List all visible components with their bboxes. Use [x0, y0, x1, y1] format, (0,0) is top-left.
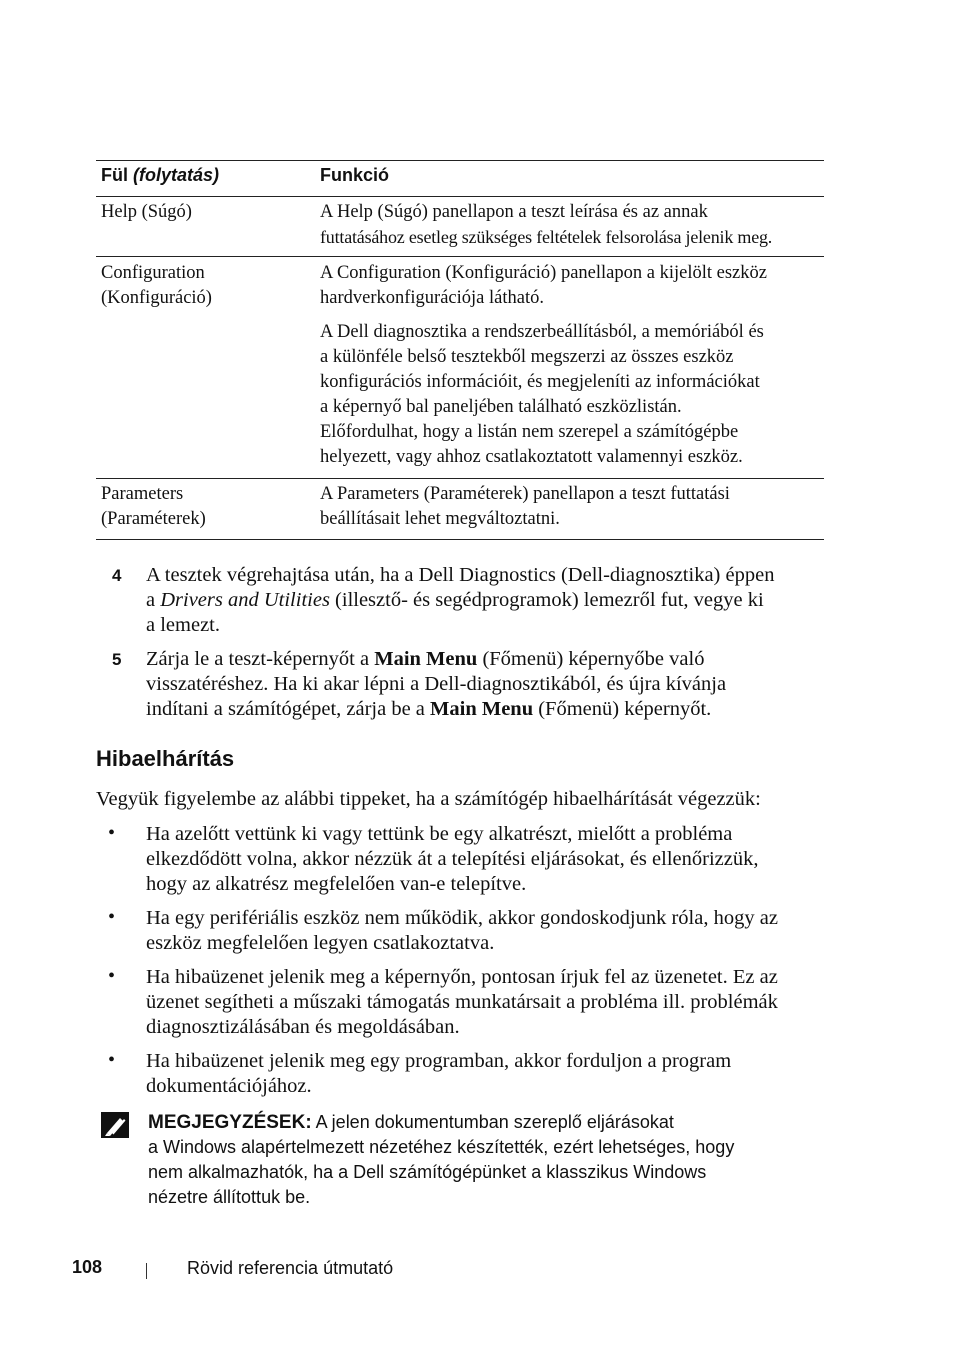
footer-separator [146, 1263, 147, 1279]
footer-title: Rövid referencia útmutató [187, 1258, 394, 1278]
note-label: MEGJEGYZÉSEK: [148, 1112, 312, 1133]
table-row-configuration-desc: A Configuration (Konfiguráció) panellapon a kijelölt eszköz hardverkonfigurációja látható. [320, 263, 767, 308]
table-row-configuration-tab: Configuration (Konfiguráció) [101, 263, 212, 308]
table-row-help-tab: Help (Súgó) [101, 202, 192, 222]
list-item: Ha egy perifériális eszköz nem működik, akkor gondoskodjunk róla, hogy az eszköz megfelelően legyen csatlakoztatva. [146, 907, 778, 954]
list-item: Ha hibaüzenet jelenik meg egy programban, akkor forduljon a program dokumentációjához. [146, 1050, 732, 1097]
table-row-rule [96, 478, 824, 479]
table-header-rule [96, 196, 824, 197]
bullet-marker: • [108, 965, 116, 987]
step-number: 4 [112, 566, 122, 585]
step-4-text: A tesztek végrehajtása után, ha a Dell Diagnostics (Dell-diagnosztika) éppen a Drivers and Utilities (illesztő- és segédprogramok) lemezről fut, vegye ki a lemezt. [146, 564, 775, 636]
table-row-parameters-tab: Parameters (Paraméterek) [101, 484, 206, 529]
step-5-text: Zárja le a teszt-képernyőt a Main Menu (Főmenü) képernyőbe való visszatéréshez. Ha ki akar lépni a Dell-diagnosztikából, és újra kívánja indítani a számítógépet, zárja be a Main Menu (Főmenü) képernyőt. [146, 648, 727, 720]
table-row-parameters-desc: A Parameters (Paraméterek) panellapon a teszt futtatási beállításait lehet megváltoztatni. [320, 484, 730, 529]
table-row-configuration-desc-2: A Dell diagnosztika a rendszerbeállításból, a memóriából és a különféle belső tesztekből megszerzi az összes eszköz konfigurációs információit, és megjeleníti az információkat a képernyő bal paneljében található eszközlistán. Előfordulhat, hogy a listán nem szerepel a számítógépbe helyezett, vagy ahhoz csatlakoztatott valamennyi eszköz. [320, 322, 764, 467]
section-intro: Vegyük figyelembe az alábbi tippeket, ha a számítógép hibaelhárítását végezzük: [96, 788, 761, 810]
page-number: 108 [72, 1257, 103, 1277]
table-row-rule [96, 256, 824, 257]
list-item: Ha azelőtt vettünk ki vagy tettünk be egy alkatrészt, mielőtt a probléma elkezdődött volna, akkor nézzük át a telepítési eljárásokat, és ellenőrizzük, hogy az alkatrész megfelelően van-e telepítve. [146, 823, 759, 895]
bullet-marker: • [108, 906, 116, 928]
section-heading: Hibaelhárítás [96, 746, 235, 771]
step-number: 5 [112, 650, 122, 669]
table-header-function: Funkció [320, 165, 390, 185]
note-text: MEGJEGYZÉSEK: A jelen dokumentumban szereplő eljárásokat a Windows alapértelmezett nézetéhez készítették, ezért lehetséges, hogy nem alkalmazhatók, ha a Dell számítógépünket a klasszikus Windows nézetre állítottuk be. [148, 1112, 735, 1207]
table-top-rule [96, 160, 824, 161]
table-bottom-rule [96, 539, 824, 540]
bullet-marker: • [108, 822, 116, 844]
bullet-marker: • [108, 1049, 116, 1071]
table-header-tab: Fül (folytatás) [101, 165, 220, 185]
list-item: Ha hibaüzenet jelenik meg a képernyőn, pontosan írjuk fel az üzenetet. Ez az üzenet segítheti a műszaki támogatás munkatársait a probléma ill. problémák diagnosztizálásában és megoldásában. [146, 966, 778, 1038]
table-row-help-desc: A Help (Súgó) panellapon a teszt leírása és az annak futtatásához esetleg szükséges feltételek felsorolása jelenik meg. [320, 202, 773, 247]
pencil-note-icon [101, 1112, 129, 1138]
